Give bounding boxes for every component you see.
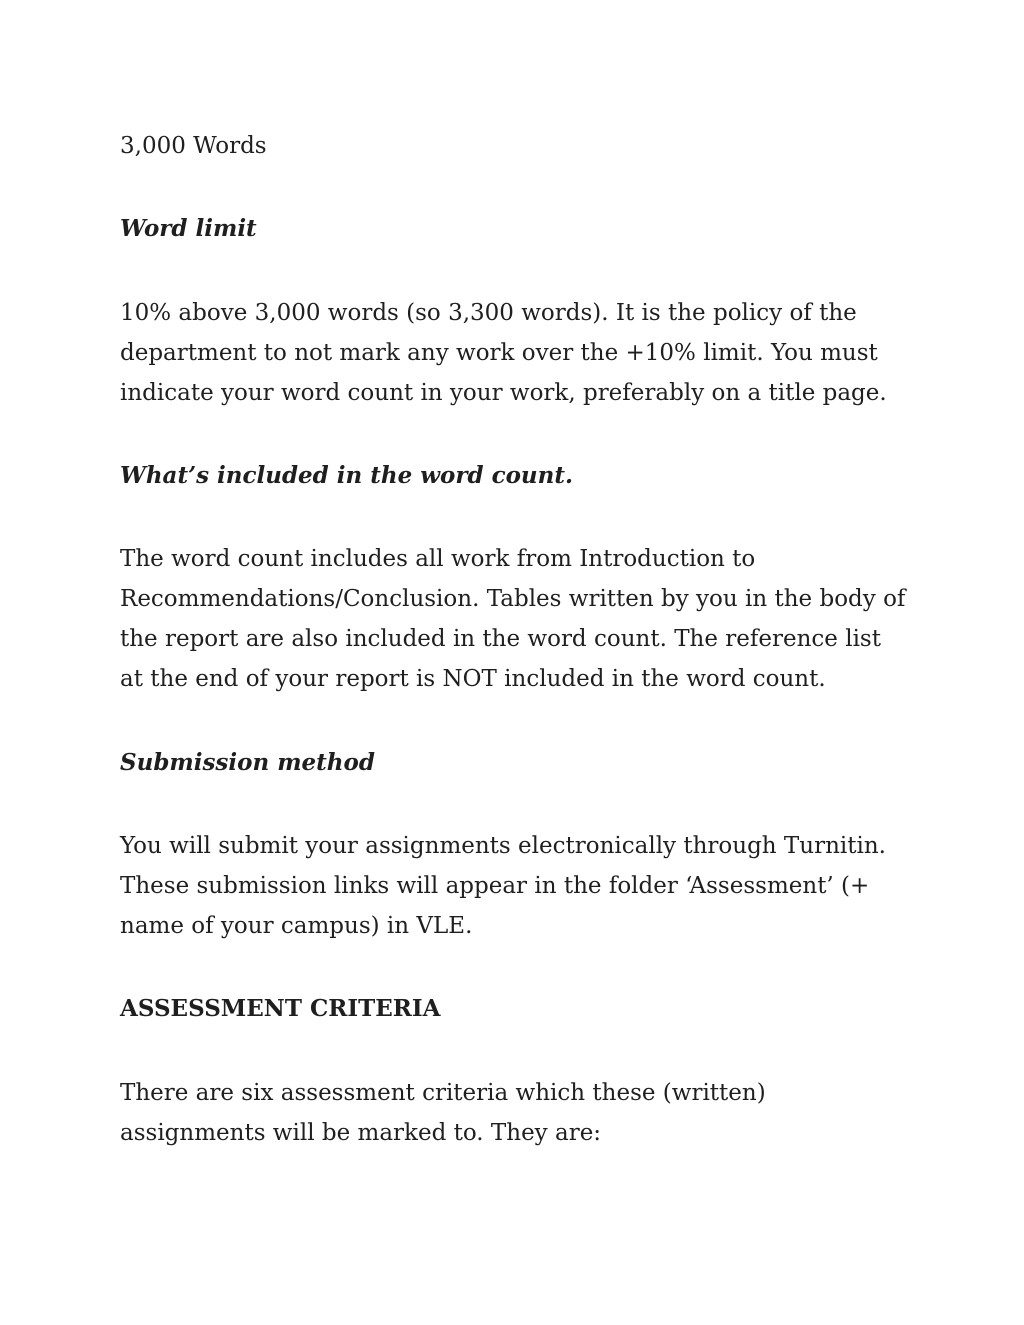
included-paragraph: The word count includes all work from Introduction to Recommendations/Conclusion. Tables written by you in the body of the report are also included in the word count. The reference list at the end of your report is NOT included in the word count. <box>120 546 906 692</box>
included-heading: What’s included in the word count. <box>120 462 573 489</box>
word-limit-paragraph: 10% above 3,000 words (so 3,300 words). It is the policy of the department to not mark any work over the +10% limit. You must indicate your word count in your work, preferably on a title page. <box>120 300 887 406</box>
word-count-line: 3,000 Words <box>120 133 267 159</box>
assessment-criteria-paragraph: There are six assessment criteria which these (written) assignments will be marked to. They are: <box>120 1080 766 1146</box>
assessment-criteria-heading: ASSESSMENT CRITERIA <box>120 995 441 1022</box>
word-limit-heading: Word limit <box>120 215 257 242</box>
submission-paragraph: You will submit your assignments electronically through Turnitin. These submission links will appear in the folder ‘Assessment’ (+ name of your campus) in VLE. <box>120 833 886 939</box>
submission-heading: Submission method <box>120 749 375 776</box>
